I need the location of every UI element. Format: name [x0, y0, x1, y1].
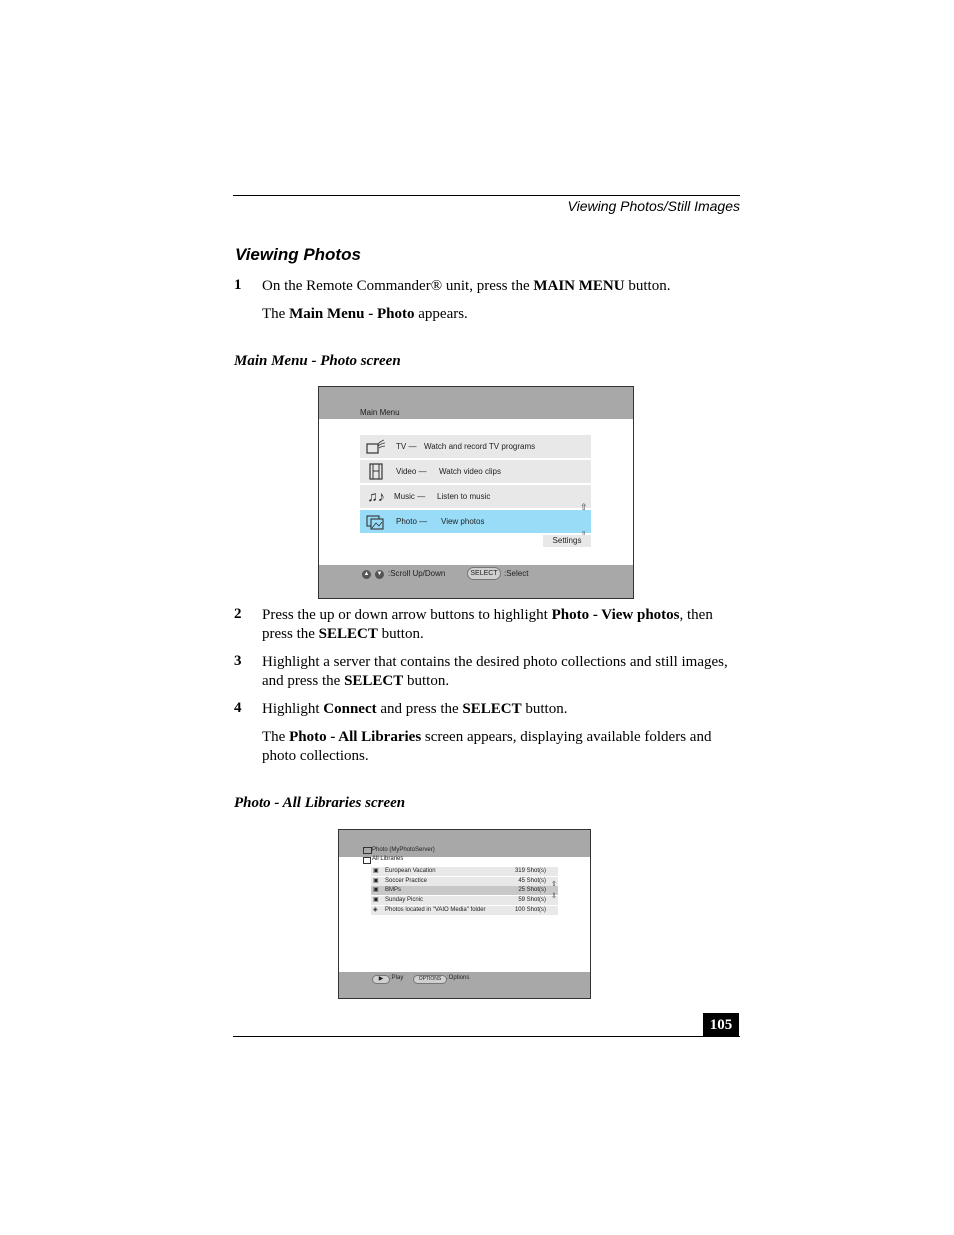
- step-1-number: 1: [234, 277, 242, 293]
- menu-item-photo-desc: View photos: [441, 517, 485, 526]
- main-menu-title-bar: [319, 387, 633, 419]
- server-icon: [363, 847, 372, 854]
- menu-item-tv: [360, 435, 591, 458]
- menu-item-photo: [360, 510, 591, 533]
- album-icon: ▣: [373, 878, 379, 884]
- play-button-icon: ▶: [372, 975, 390, 984]
- server-path: Photo (MyPhotoServer): [372, 847, 435, 853]
- photo-icon: [366, 513, 386, 530]
- all-libraries-status-bar: [339, 972, 590, 998]
- folder-icon: [363, 857, 371, 864]
- menu-item-tv-desc: Watch and record TV programs: [424, 442, 536, 451]
- library-row: [371, 906, 558, 915]
- library-row: [371, 886, 558, 895]
- play-hint: :Play: [390, 975, 404, 981]
- step-2-number: 2: [234, 606, 242, 622]
- menu-item-video-label: Video —: [396, 467, 427, 476]
- library-row-name: BMPs: [385, 887, 402, 893]
- library-row-count: 45 Shot(s): [518, 878, 546, 884]
- menu-item-photo-label: Photo —: [396, 517, 428, 526]
- select-button-icon: SELECT: [467, 567, 501, 580]
- options-button-icon: OPTIONS: [413, 975, 447, 984]
- page-number: 105: [703, 1013, 739, 1037]
- scroll-hint: :Scroll Up/Down: [388, 569, 446, 578]
- step-1-result: The Main Menu - Photo appears.: [262, 306, 468, 322]
- select-hint: :Select: [504, 569, 529, 578]
- header-rule: [233, 195, 740, 196]
- album-icon: ▣: [373, 897, 379, 903]
- step-4-number: 4: [234, 700, 242, 716]
- music-icon: ♫♪: [367, 488, 385, 504]
- menu-item-music-label: Music —: [394, 492, 426, 501]
- library-row-count: 319 Shot(s): [514, 868, 546, 874]
- menu-item-video: [360, 460, 591, 483]
- figure-2-caption: Photo - All Libraries screen: [234, 795, 406, 811]
- library-row-name: Photos located in "VAIO Media" folder: [385, 907, 486, 913]
- footer-rule: [233, 1036, 740, 1037]
- figure-1-caption: Main Menu - Photo screen: [234, 353, 401, 369]
- album-icon: ▣: [373, 887, 379, 893]
- library-row-count: 25 Shot(s): [518, 887, 546, 893]
- options-hint: :Options: [447, 975, 470, 981]
- up-button-icon: ▲: [363, 571, 370, 577]
- step-3-number: 3: [234, 653, 242, 669]
- library-row-name: Soccer Practice: [385, 878, 428, 884]
- scroll-down-arrow-icon: ⇩: [551, 893, 557, 900]
- settings-item: Settings: [543, 535, 591, 547]
- library-row: [371, 877, 558, 886]
- step-1-text: On the Remote Commander® unit, press the MAIN MENU button.: [262, 278, 671, 294]
- library-folder-label: All Libraries: [372, 856, 404, 862]
- all-libraries-screenshot: [338, 829, 591, 999]
- menu-item-video-desc: Watch video clips: [439, 467, 501, 476]
- step-4-result: The Photo - All Libraries screen appears, displaying available folders and photo collections.: [262, 729, 712, 764]
- library-row-name: Sunday Picnic: [385, 897, 424, 903]
- step-4-text: Highlight Connect and press the SELECT button.: [262, 701, 568, 717]
- menu-item-music: [360, 485, 591, 508]
- running-head: Viewing Photos/Still Images: [567, 198, 740, 214]
- library-row-count: 100 Shot(s): [514, 907, 546, 913]
- library-row: [371, 896, 558, 905]
- step-3-text: Highlight a server that contains the desired photo collections and still images, and press the SELECT button.: [262, 654, 728, 689]
- scroll-up-arrow-icon: ⇧: [580, 502, 588, 512]
- main-menu-screenshot: [318, 386, 634, 599]
- library-row-count: 59 Shot(s): [518, 897, 546, 903]
- film-icon: [366, 463, 386, 480]
- main-menu-status-bar: [319, 565, 633, 598]
- step-2-text: Press the up or down arrow buttons to highlight Photo - View photos, then press the SELECT button.: [262, 607, 713, 642]
- tv-icon: [366, 438, 386, 455]
- menu-item-music-desc: Listen to music: [437, 492, 491, 501]
- library-row: [371, 867, 558, 876]
- scroll-up-arrow-icon: ⇧: [551, 881, 557, 888]
- album-icon: ▣: [373, 868, 379, 874]
- section-title: Viewing Photos: [235, 245, 361, 264]
- main-menu-title: Main Menu: [360, 408, 400, 417]
- down-button-icon: ▼: [376, 571, 383, 577]
- menu-item-tv-label: TV —: [396, 442, 417, 451]
- library-row-name: European Vacation: [385, 868, 436, 874]
- media-folder-icon: ◈: [373, 907, 378, 913]
